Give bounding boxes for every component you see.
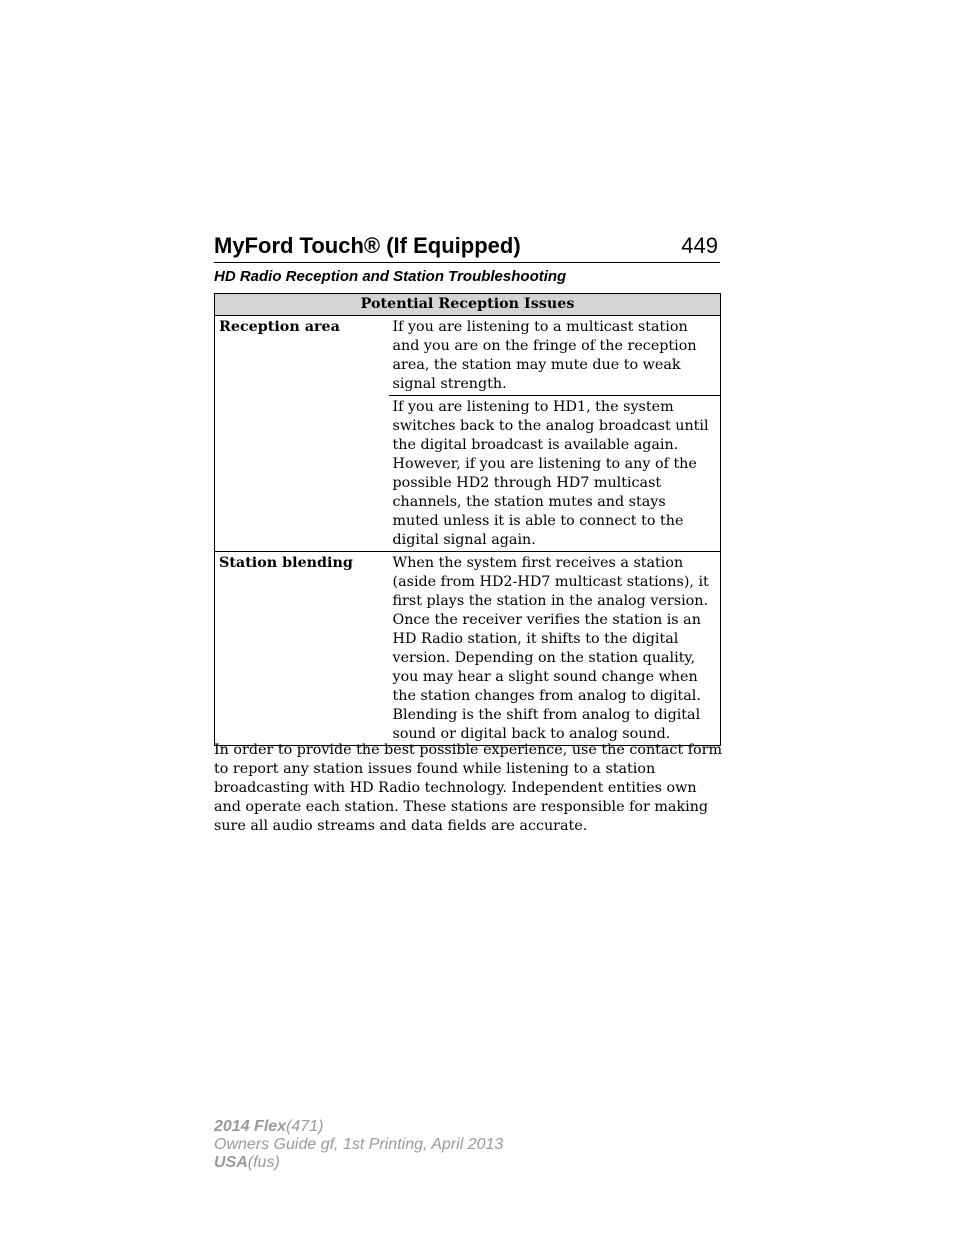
reception-issues-table xyxy=(214,293,721,746)
table-row xyxy=(215,552,721,746)
table-row xyxy=(215,316,721,396)
row-label: Reception area xyxy=(215,316,389,396)
footer-code: (471) xyxy=(286,1118,324,1135)
section-heading: HD Radio Reception and Station Troubleshooting xyxy=(214,268,567,285)
print-footer xyxy=(214,1118,503,1172)
table-header: Potential Reception Issues xyxy=(215,294,721,316)
table-header-row xyxy=(215,294,721,316)
page-number: 449 xyxy=(681,233,718,258)
chapter-title: MyFord Touch® (If Equipped) xyxy=(214,233,521,258)
footer-line-2: Owners Guide gf, 1st Printing, April 2013 xyxy=(214,1136,504,1153)
row-label xyxy=(215,396,389,552)
footer-market: USA xyxy=(214,1154,248,1171)
footer-line-1 xyxy=(214,1118,503,1136)
table-row xyxy=(215,396,721,552)
footer-model: 2014 Flex xyxy=(214,1118,287,1135)
body-paragraph: In order to provide the best possible experience, use the contact form to report any station issues found while listening to a station broadcasting with HD Radio technology. Independent entities own and operate each station. These stations are responsible for making sure all audio streams and data fields are accurate. xyxy=(214,742,723,834)
row-label: Station blending xyxy=(215,552,389,746)
row-description: If you are listening to a multicast station and you are on the fringe of the reception area, the station may mute due to weak signal strength. xyxy=(389,316,721,396)
footer-market-code: (fus) xyxy=(247,1154,280,1171)
footer-line-3 xyxy=(214,1154,503,1172)
row-description: If you are listening to HD1, the system switches back to the analog broadcast until the digital broadcast is available again. However, if you are listening to any of the possible HD2 through HD7 multicast channels, the station mutes and stays muted unless it is able to connect to the digital signal again. xyxy=(389,396,721,552)
page-header xyxy=(214,228,720,263)
row-description: When the system first receives a station (aside from HD2-HD7 multicast stations), it first plays the station in the analog version. Once the receiver verifies the station is an HD Radio station, it shifts to the digital version. Depending on the station quality, you may hear a slight sound change when the station changes from analog to digital. Blending is the shift from analog to digital sound or digital back to analog sound. xyxy=(389,552,721,746)
